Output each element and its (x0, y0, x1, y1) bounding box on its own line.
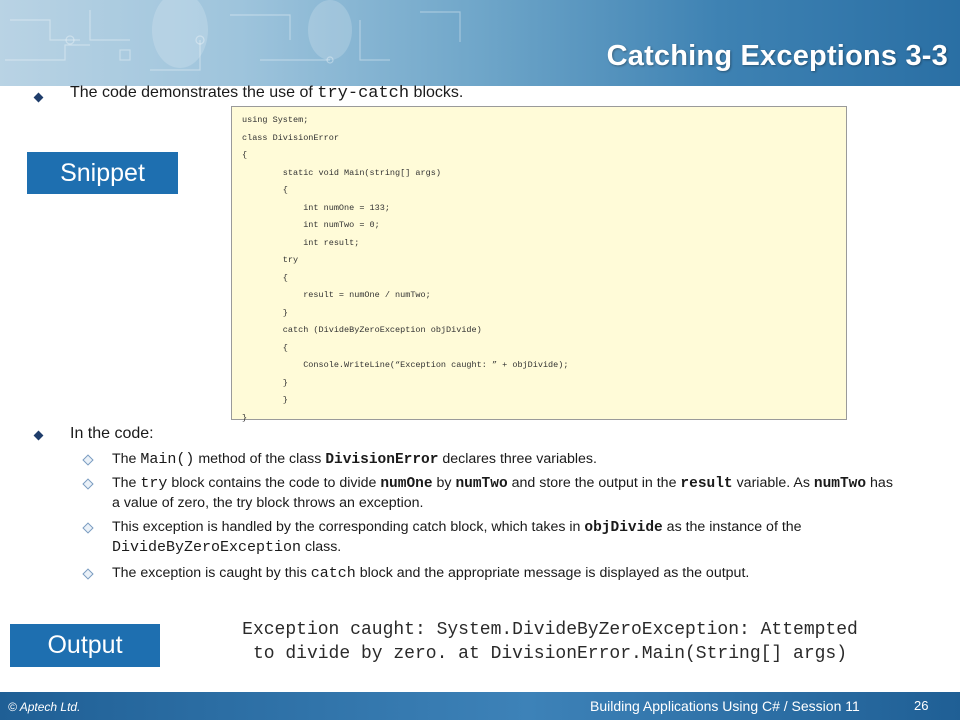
point-text: This exception is handled by the corresponding catch block, which takes in (112, 519, 585, 535)
code-line: try (242, 255, 299, 265)
copyright-text: © Aptech Ltd. (8, 700, 81, 714)
code-line: int numTwo = 0; (242, 220, 380, 230)
code-line: { (242, 150, 248, 160)
header-banner (0, 0, 960, 86)
point-text: by (432, 475, 456, 491)
bullet-icon (34, 431, 44, 441)
output-line: to divide by zero. at DivisionError.Main(String[] args) (252, 644, 848, 664)
code-line: } (242, 412, 248, 423)
point-text: The (112, 451, 141, 467)
code-line: { (242, 342, 288, 353)
code-line: using System; (242, 115, 309, 125)
intro-text-after: blocks. (409, 84, 464, 101)
slide-title: Catching Exceptions 3-3 (606, 40, 948, 72)
point-text: The (112, 475, 141, 491)
code-snippet-box (231, 106, 847, 423)
point-code: Main() (140, 451, 195, 468)
sub-bullet-icon (82, 454, 93, 465)
point-text: block contains the code to divide (167, 475, 381, 491)
intro-text (70, 84, 463, 103)
sub-bullet-icon (82, 568, 93, 579)
point-code: DivideByZeroException (112, 539, 302, 556)
point-code: catch (310, 565, 356, 582)
point-code: numOne (380, 476, 433, 492)
point-try-block (112, 474, 902, 513)
point-main-method (112, 450, 902, 470)
sub-bullet-icon (82, 522, 93, 533)
output-line: Exception caught: System.DivideByZeroException: Attempted (242, 620, 858, 640)
point-text: as the instance of the (662, 519, 802, 535)
code-line: } (242, 377, 288, 388)
snippet-label: Snippet (27, 152, 178, 194)
code-line: int numOne = 133; (242, 202, 390, 213)
output-text (170, 618, 930, 666)
point-text: method of the class (194, 451, 326, 467)
intro-text-before: The code demonstrates the use of (70, 84, 318, 101)
point-catch-block (112, 518, 902, 557)
point-output-message (112, 564, 902, 583)
footer-bar (0, 692, 960, 720)
point-text: The exception is caught by this (112, 565, 311, 581)
point-text: class. (301, 539, 342, 555)
code-line: } (242, 395, 288, 405)
code-line: int result; (242, 237, 360, 248)
intro-code: try-catch (317, 84, 410, 103)
code-line: static void Main(string[] args) (242, 167, 441, 178)
bullet-icon (34, 93, 44, 103)
code-line: Console.WriteLine(“Exception caught: ” + objDivide); (242, 360, 569, 370)
point-text: and store the output in the (507, 475, 681, 491)
code-line: { (242, 272, 288, 283)
course-title: Building Applications Using C# / Session 11 (590, 698, 860, 714)
page-number: 26 (914, 698, 929, 713)
point-code: numTwo (455, 476, 508, 492)
sub-bullet-icon (82, 478, 93, 489)
point-code: objDivide (584, 520, 663, 536)
point-code: numTwo (813, 476, 867, 492)
point-code: try (140, 475, 168, 492)
code-line: catch (DivideByZeroException objDivide) (242, 325, 482, 335)
point-code: result (680, 476, 733, 492)
code-line: } (242, 307, 288, 318)
point-code: DivisionError (325, 452, 439, 468)
code-line: class DivisionError (242, 132, 339, 143)
code-line: result = numOne / numTwo; (242, 290, 431, 300)
point-text: has a value of zero, the try block throws an exception. (112, 475, 893, 511)
point-text: variable. As (732, 475, 814, 491)
point-text: declares three variables. (438, 451, 597, 467)
code-line: { (242, 185, 288, 195)
output-label: Output (10, 624, 160, 667)
in-code-heading: In the code: (70, 425, 154, 442)
point-text: block and the appropriate message is displayed as the output. (355, 565, 750, 581)
